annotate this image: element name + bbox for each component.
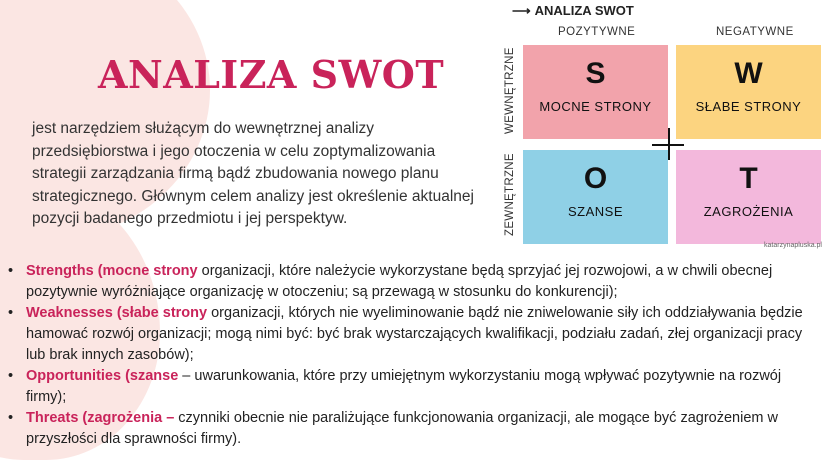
row-header-internal: WEWNĘTRZNE xyxy=(504,47,516,134)
bullet-icon: • xyxy=(8,368,14,384)
list-item-text: czynniki obecnie nie paraliżujące funkcjonowania organizacji, ale mogące być zagrożeniem w przyszłości dla sprawności firmy). xyxy=(26,410,778,447)
cell-label: ZAGROŻENIA xyxy=(703,204,794,219)
column-header-negative: NEGATYWNE xyxy=(716,26,794,38)
column-header-positive: POZYTYWNE xyxy=(558,26,636,38)
list-item xyxy=(8,366,816,408)
swot-definitions-list xyxy=(8,261,816,450)
list-item xyxy=(8,303,816,366)
cell-letter: W xyxy=(734,57,763,90)
swot-heading xyxy=(512,3,634,19)
cell-label: SŁABE STRONY xyxy=(695,99,802,114)
list-item xyxy=(8,261,816,303)
swot-heading-text: ANALIZA SWOT xyxy=(534,3,634,18)
arrow-right-icon: ⟶ xyxy=(512,3,531,18)
list-item-keyword: Threats (zagrożenia – xyxy=(26,410,175,426)
swot-cell-threats xyxy=(676,150,821,244)
bullet-icon: • xyxy=(8,410,14,426)
cross-mark-vertical xyxy=(668,128,670,160)
swot-diagram xyxy=(496,0,828,250)
list-item-keyword: Opportunities (szanse xyxy=(26,368,179,384)
cell-label: MOCNE STRONY xyxy=(539,99,652,114)
list-item-keyword: Strengths (mocne strony xyxy=(26,263,198,279)
swot-cell-strengths xyxy=(523,45,668,139)
cell-letter: T xyxy=(739,162,758,195)
list-item-keyword: Weaknesses (słabe strony xyxy=(26,305,208,321)
page-title: ANALIZA SWOT xyxy=(98,52,445,97)
list-item-text: organizacji, których nie wyeliminowanie bądź nie zniwelowanie siły ich oddziaływania będzie hamować rozwój organizacji; mogą nimi być: być brak wystarczających kwalifikacji, podziału zadań, złej organizacji pracy lub brak innych zasobów); xyxy=(26,305,803,363)
cell-letter: S xyxy=(585,57,606,90)
swot-cell-opportunities xyxy=(523,150,668,244)
list-item-text: – uwarunkowania, które przy umiejętnym wykorzystaniu mogą wpływać pozytywnie na rozwój firmy); xyxy=(26,368,782,405)
row-header-external: ZEWNĘTRZNE xyxy=(504,153,516,236)
list-item xyxy=(8,408,816,450)
bullet-icon: • xyxy=(8,263,14,279)
cell-label: SZANSE xyxy=(567,204,623,219)
credit-text: katarzynapluska.pl xyxy=(764,242,822,249)
cell-letter: O xyxy=(583,162,608,195)
list-item-text: organizacji, które należycie wykorzystane będą sprzyjać jej rozwojowi, a w chwili obecnej pozytywnie wyróżniające organizację w otoczeniu; są przewagą w stosunku do konkurencji); xyxy=(26,263,773,300)
swot-cell-weaknesses xyxy=(676,45,821,139)
bullet-icon: • xyxy=(8,305,14,321)
intro-text: jest narzędziem służącym do wewnętrznej analizy przedsiębiorstwa i jego otoczenia w celu zoptymalizowania strategii zarządzania firmą bądź zbudowania nowego planu strategicznego. Głównym celem analizy jest określenie aktualnej pozycji badanego przedmiotu i jej perspektyw. xyxy=(32,120,474,227)
